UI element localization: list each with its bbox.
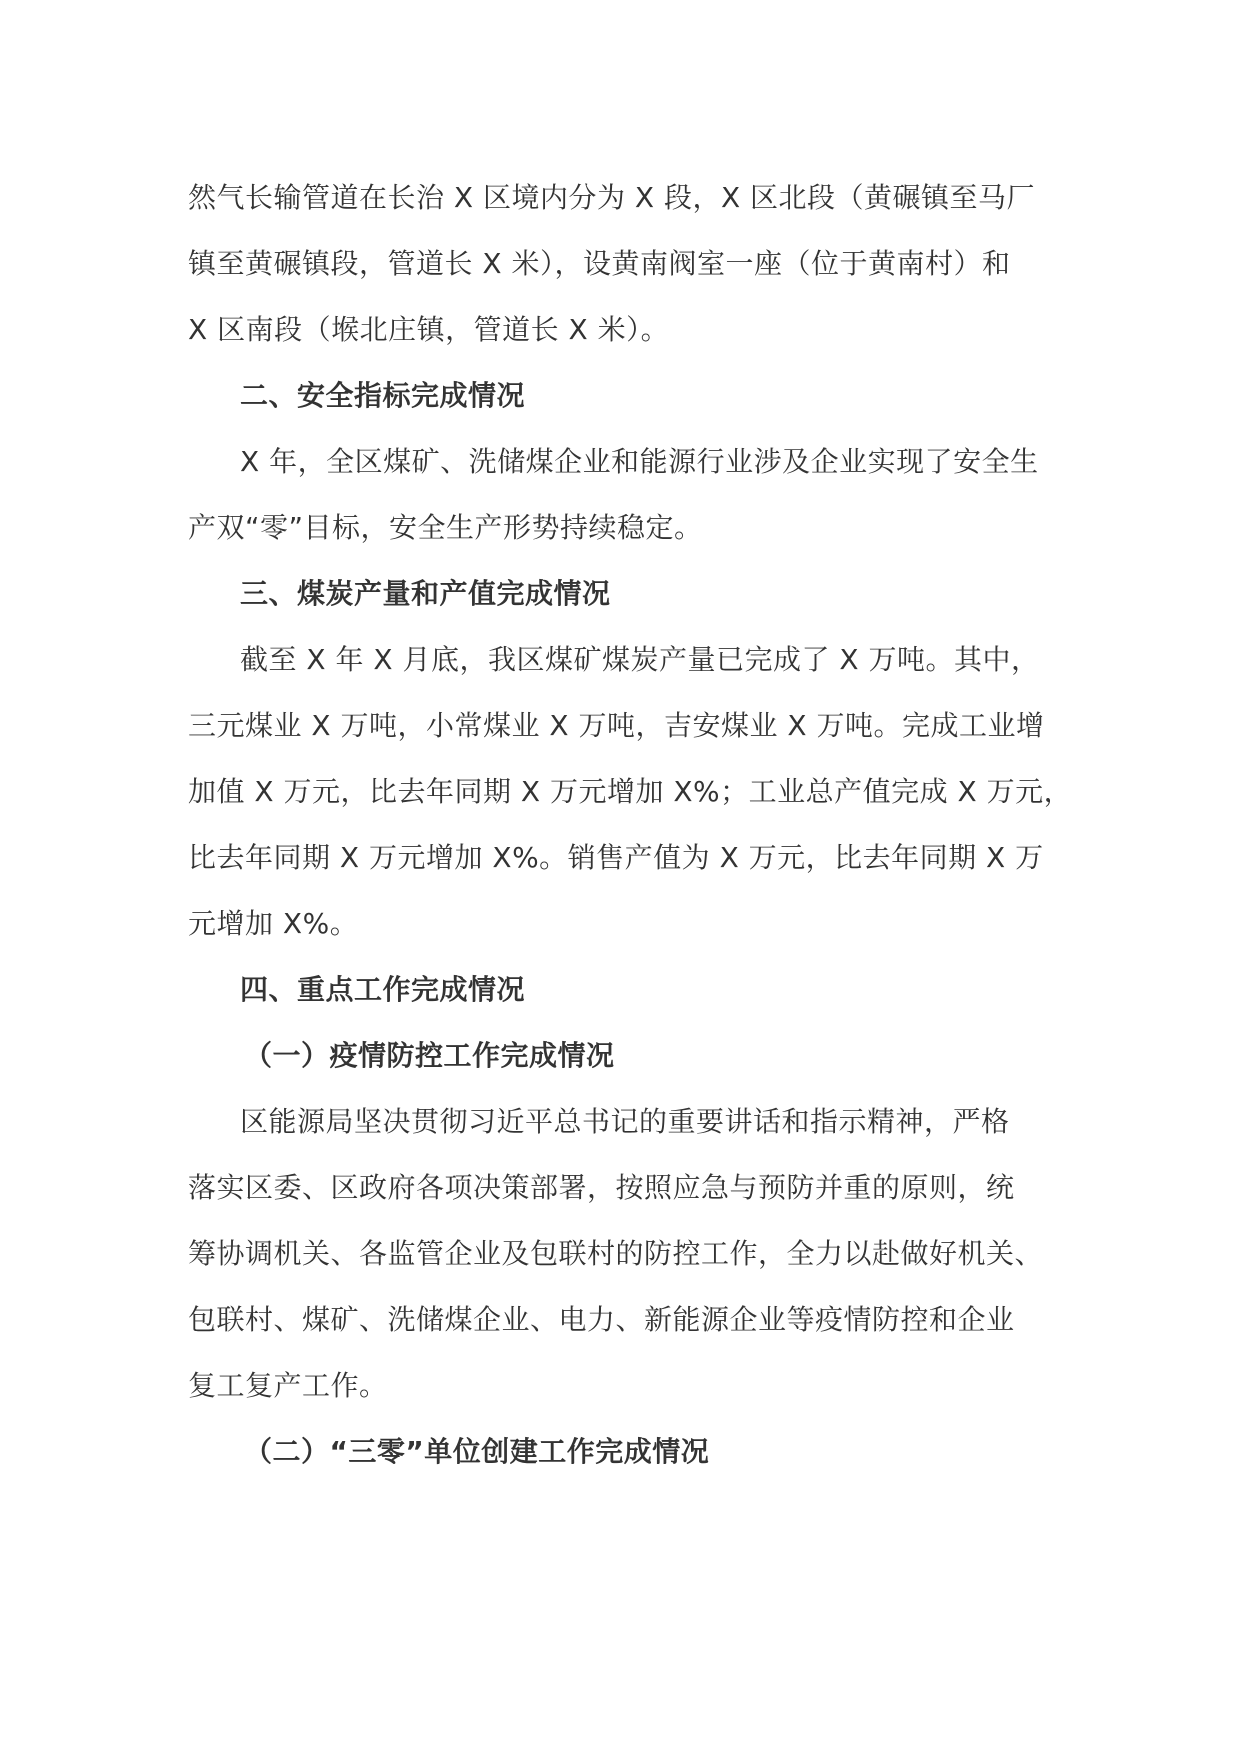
section-heading: 四、重点工作完成情况 bbox=[240, 973, 526, 1006]
paragraph-line: 加值 X 万元，比去年同期 X 万元增加 X%；工业总产值完成 X 万元， bbox=[188, 775, 1073, 808]
paragraph-line: 比去年同期 X 万元增加 X%。销售产值为 X 万元，比去年同期 X 万 bbox=[188, 841, 1044, 874]
paragraph-line: 复工复产工作。 bbox=[188, 1369, 388, 1402]
section-heading: 三、煤炭产量和产值完成情况 bbox=[240, 577, 611, 610]
document-page bbox=[188, 165, 1073, 1485]
paragraph-line: 三元煤业 X 万吨，小常煤业 X 万吨，吉安煤业 X 万吨。完成工业增 bbox=[188, 709, 1045, 742]
paragraph-line: X 区南段（堠北庄镇，管道长 X 米）。 bbox=[188, 313, 670, 346]
paragraph-line: 落实区委、区政府各项决策部署，按照应急与预防并重的原则，统 bbox=[188, 1171, 1015, 1204]
subsection-heading: （二）“三零”单位创建工作完成情况 bbox=[244, 1435, 710, 1468]
paragraph-line: 镇至黄碾镇段，管道长 X 米），设黄南阀室一座（位于黄南村）和 bbox=[188, 247, 1011, 280]
section-heading: 二、安全指标完成情况 bbox=[240, 379, 526, 412]
paragraph-line: 产双“零”目标，安全生产形势持续稳定。 bbox=[188, 511, 703, 544]
paragraph-line: 截至 X 年 X 月底，我区煤矿煤炭产量已完成了 X 万吨。其中， bbox=[240, 643, 1040, 676]
paragraph-line: X 年，全区煤矿、洗储煤企业和能源行业涉及企业实现了安全生 bbox=[240, 445, 1039, 478]
subsection-heading: （一）疫情防控工作完成情况 bbox=[244, 1039, 615, 1072]
paragraph-line: 区能源局坚决贯彻习近平总书记的重要讲话和指示精神，严格 bbox=[240, 1105, 1010, 1138]
paragraph-line: 然气长输管道在长治 X 区境内分为 X 段，X 区北段（黄碾镇至马厂 bbox=[188, 181, 1036, 214]
paragraph-line: 元增加 X%。 bbox=[188, 907, 359, 940]
paragraph-line: 包联村、煤矿、洗储煤企业、电力、新能源企业等疫情防控和企业 bbox=[188, 1303, 1015, 1336]
paragraph-line: 筹协调机关、各监管企业及包联村的防控工作，全力以赴做好机关、 bbox=[188, 1237, 1044, 1270]
